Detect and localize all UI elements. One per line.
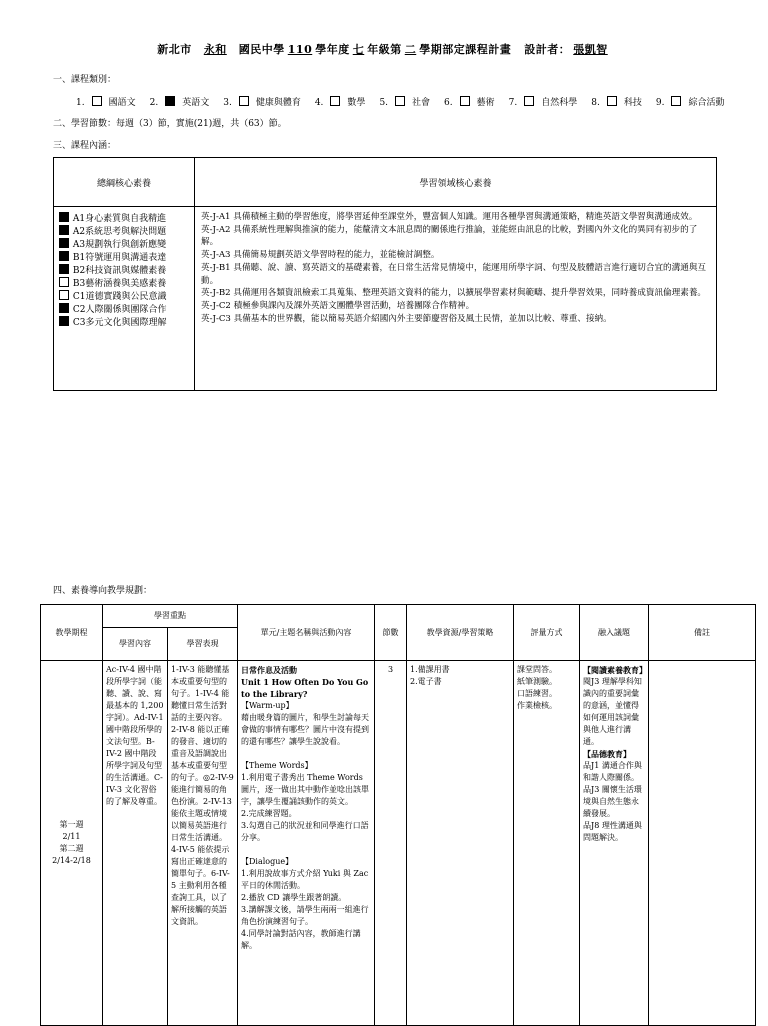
core-competency-text: A2系統思考與解決問題	[70, 227, 167, 237]
domain-list	[195, 207, 717, 391]
category-number: 6.	[444, 98, 453, 108]
core-competency-item	[54, 264, 194, 277]
checkbox-icon	[59, 277, 69, 287]
head-period: 教學期程	[41, 605, 103, 661]
row-content: Ac-IV-4 國中階段所學字詞（能聽、讀、說、寫最基本的 1,200 字詞）。Ad-IV-1 國中階段所學的文法句型。B-IV-2 國中階段所學字詞及句型的生活溝通。C-IV-3 文化習俗的了解及尊重。	[103, 661, 168, 1026]
issue-item: 閱J3 理解學科知識內的重要詞彙的意涵，並懂得如何運用該詞彙與他人進行溝通。	[583, 677, 642, 746]
domain-competency-item: 英-J-C2 積極參與課內及課外英語文團體學習活動，培養團隊合作精神。	[201, 300, 475, 311]
domain-competency-item: 英-J-A1 具備積極主動的學習態度，將學習延伸至課堂外，豐富個人知識。運用各種學習與溝通策略，精進英語文學習與溝通成效。	[201, 212, 698, 222]
checkbox-icon	[330, 96, 340, 106]
head-resources: 教學資源/學習策略	[407, 605, 514, 661]
category-name: 藝術	[476, 98, 495, 108]
issue-item: 品J1 溝通合作與和諧人際關係。	[583, 761, 642, 782]
core-competency-item	[54, 277, 194, 290]
unit-body-line: 2.播放 CD 讓學生跟著朗讀。	[241, 893, 347, 902]
title-school: 國民中學	[238, 43, 285, 56]
checkbox-icon	[59, 290, 69, 300]
period-line: 第二週	[59, 844, 84, 853]
category-item	[223, 98, 308, 108]
unit-body-line: 4.同學討論對話內容，教師進行講解。	[241, 929, 361, 950]
section3-text: 三、課程內涵：	[53, 141, 117, 151]
unit-body-line: 3.勾選自己的狀況並和同學進行口語分享。	[241, 821, 369, 842]
core-competency-item	[54, 316, 194, 329]
core-competency-item	[54, 225, 194, 238]
unit-body-line: 2.完成練習題。	[241, 809, 297, 818]
domain-competency-item: 英-J-B1 具備聽、說、讀、寫英語文的基礎素養，在日常生活常見情境中，能運用所學字詞、句型及肢體語言進行適切合宜的溝通與互動。	[201, 262, 707, 286]
category-name: 英語文	[182, 98, 210, 108]
row-performance: 1-IV-3 能聽懂基本或重要句型的句子。1-IV-4 能聽懂日常生活對話的主要內容。2-IV-8 能以正確的發音、適切的重音及語調說出基本或重要句型的句子。◎2-IV-9 能進行簡易的角色扮演。2-IV-13 能依主題或情境以簡易英語進行日常生活溝通。4-IV-5 能依提示寫出正確達意的簡單句子。6-IV-5 主動利用各種查詢工具，以了解所接觸的英語文資訊。	[168, 661, 238, 1026]
core-list	[54, 207, 195, 391]
unit-body	[241, 700, 371, 952]
title-grade: 七	[352, 43, 365, 56]
checkbox-icon	[607, 96, 617, 106]
section1-label: 一、課程類別：	[53, 75, 117, 85]
row-notes	[649, 661, 756, 1026]
section4-text: 四、素養導向教學規劃：	[53, 586, 153, 596]
period-line: 第一週	[59, 820, 84, 829]
unit-body-line: 【Theme Words】	[241, 761, 313, 770]
unit-body-line: 藉由暖身篇的圖片，和學生討論每天會做的事情有哪些？圖片中沒有提到的還有哪些？讓學生說說看。	[241, 713, 369, 746]
issue-heading: 【品德教育】	[583, 749, 631, 759]
category-number: 2.	[149, 98, 159, 108]
core-competency-text: A1身心素質與自我精進	[70, 214, 167, 224]
period-line: 2/14-2/18	[52, 856, 91, 865]
checkbox-icon	[59, 238, 69, 248]
issue-item: 品J3 關懷生活環境與自然生態永續發展。	[583, 785, 642, 818]
row-period	[41, 661, 103, 1026]
resource-item: 2.電子書	[410, 677, 442, 686]
head-general: 總綱核心素養	[54, 158, 195, 207]
core-competency-item	[54, 290, 194, 303]
period-line: 2/11	[62, 832, 81, 841]
title-semester: 二	[404, 43, 417, 56]
category-number: 4.	[314, 98, 324, 108]
category-number: 7.	[508, 98, 518, 108]
checkbox-icon	[59, 264, 69, 274]
row-assessment	[514, 661, 580, 1026]
core-competency-text: B1符號運用與溝通表達	[70, 253, 167, 263]
domain-competency-item: 英-J-C3 具備基本的世界觀，能以簡易英語介紹國內外主要節慶習俗及風土民情，並加以比較、尊重、接納。	[201, 313, 612, 324]
category-name: 自然科學	[541, 98, 578, 108]
category-name: 數學	[347, 98, 366, 108]
unit-body-line: 【Warm-up】	[241, 701, 294, 710]
unit-name: Unit 1 How Often Do You Go to the Library?	[241, 677, 369, 699]
checkbox-icon	[59, 225, 69, 235]
title-year-suffix: 學年度	[315, 43, 350, 56]
title-district: 永和	[203, 43, 227, 56]
title-year: 110	[287, 43, 313, 56]
title-plan-name: 學期部定課程計畫	[419, 43, 512, 56]
assessment-item: 課堂問答。	[517, 665, 557, 674]
category-name: 科技	[623, 98, 642, 108]
unit-body-line: 【Dialogue】	[241, 857, 294, 866]
core-competency-text: C1道德實踐與公民意識	[70, 292, 167, 302]
core-competency-item	[54, 303, 194, 316]
head-focus: 學習重點	[103, 605, 238, 628]
unit-body-line	[241, 748, 371, 760]
row-sessions: 3	[375, 661, 407, 1026]
category-number: 9.	[655, 98, 665, 108]
core-competency-text: C2人際關係與團隊合作	[70, 305, 167, 315]
category-number: 1.	[76, 98, 85, 108]
title-grade-suffix: 年級第	[367, 43, 402, 56]
core-competency-text: A3規劃執行與創新應變	[70, 240, 167, 250]
category-name: 國語文	[108, 98, 136, 108]
checkbox-icon	[165, 96, 175, 106]
assessment-item: 口語練習。	[517, 689, 557, 698]
domain-competency-item: 英-J-A3 具備簡易規劃英語文學習時程的能力，並能檢討調整。	[201, 250, 440, 261]
category-item	[656, 98, 732, 108]
category-number: 3.	[223, 98, 232, 108]
category-item	[315, 98, 373, 108]
checkbox-icon	[59, 316, 69, 326]
unit-body-line: 3.講解課文後，請學生兩兩一組進行角色扮演練習句子。	[241, 905, 369, 926]
checkbox-icon	[239, 96, 249, 106]
head-issues: 融入議題	[580, 605, 649, 661]
checkbox-icon	[460, 96, 470, 106]
domain-competency-item: 英-J-B2 具備運用各類資訊檢索工具蒐集、整理英語文資料的能力，以擴展學習素材與範疇、提升學習效果，同時養成資訊倫理素養。	[201, 288, 707, 299]
checkbox-icon	[59, 251, 69, 261]
category-number: 5.	[379, 98, 389, 108]
head-notes: 備註	[649, 605, 756, 661]
head-sessions: 節數	[375, 605, 407, 661]
issue-item: 品J8 理性溝通與問題解決。	[583, 821, 642, 842]
core-competency-item	[54, 238, 194, 251]
issue-heading: 【閱讀素養教育】	[583, 665, 647, 675]
checkbox-icon	[395, 96, 405, 106]
row-resources	[407, 661, 514, 1026]
checkbox-icon	[671, 96, 681, 106]
table-row	[41, 661, 756, 1026]
designer-label: 設計者：	[524, 43, 571, 56]
course-categories	[76, 95, 738, 108]
head-content: 學習內容	[103, 628, 168, 661]
category-name: 社會	[412, 98, 431, 108]
category-name: 健康與體育	[255, 98, 301, 108]
category-item	[150, 98, 217, 108]
checkbox-icon	[92, 96, 102, 106]
section2-text: 二、學習節數：每週（3）節，實施(21)週，共（63）節。	[53, 119, 287, 129]
checkbox-icon	[59, 303, 69, 313]
category-number: 8.	[591, 98, 600, 108]
competency-table	[53, 157, 717, 391]
unit-body-line	[241, 844, 371, 856]
category-item	[379, 98, 437, 108]
category-item	[444, 98, 502, 108]
core-competency-item	[54, 251, 194, 264]
unit-body-line: 1.利用說故事方式介紹 Yuki 與 Zac 平日的休閒活動。	[241, 869, 369, 890]
head-unit: 單元/主題名稱與活動內容	[238, 605, 375, 661]
category-item	[76, 98, 143, 108]
category-item	[509, 98, 585, 108]
domain-competency-item: 英-J-A2 具備系統性理解與推演的能力，能釐清文本訊息間的關係進行推論，並能經由訊息的比較，對國內外文化的異同有初步的了解。	[201, 224, 698, 248]
core-competency-text: C3多元文化與國際理解	[70, 318, 167, 328]
checkbox-icon	[59, 212, 69, 222]
core-competency-item	[54, 212, 194, 225]
designer-name: 張凱智	[573, 43, 608, 56]
head-performance: 學習表現	[168, 628, 238, 661]
unit-body-line: 1.利用電子書秀出 Theme Words 圖片，逐一做出其中動作並唸出該單字，讓學生覆誦該動作的英文。	[241, 773, 369, 806]
row-issues	[580, 661, 649, 1026]
core-competency-text: B3藝術涵養與美感素養	[70, 279, 167, 289]
assessment-item: 紙筆測驗。	[517, 677, 557, 686]
head-domain: 學習領域核心素養	[195, 158, 717, 207]
unit-title: 日常作息及活動	[241, 665, 297, 675]
checkbox-icon	[524, 96, 534, 106]
core-competency-text: B2科技資訊與媒體素養	[70, 266, 167, 276]
category-item	[591, 98, 649, 108]
plan-table	[40, 604, 756, 1026]
category-name: 綜合活動	[688, 98, 725, 108]
head-assessment: 評量方式	[514, 605, 580, 661]
assessment-item: 作業檢核。	[517, 701, 557, 710]
page-title	[0, 41, 768, 57]
row-unit	[238, 661, 375, 1026]
title-city: 新北市	[157, 43, 192, 56]
resource-item: 1.備課用書	[410, 665, 450, 674]
